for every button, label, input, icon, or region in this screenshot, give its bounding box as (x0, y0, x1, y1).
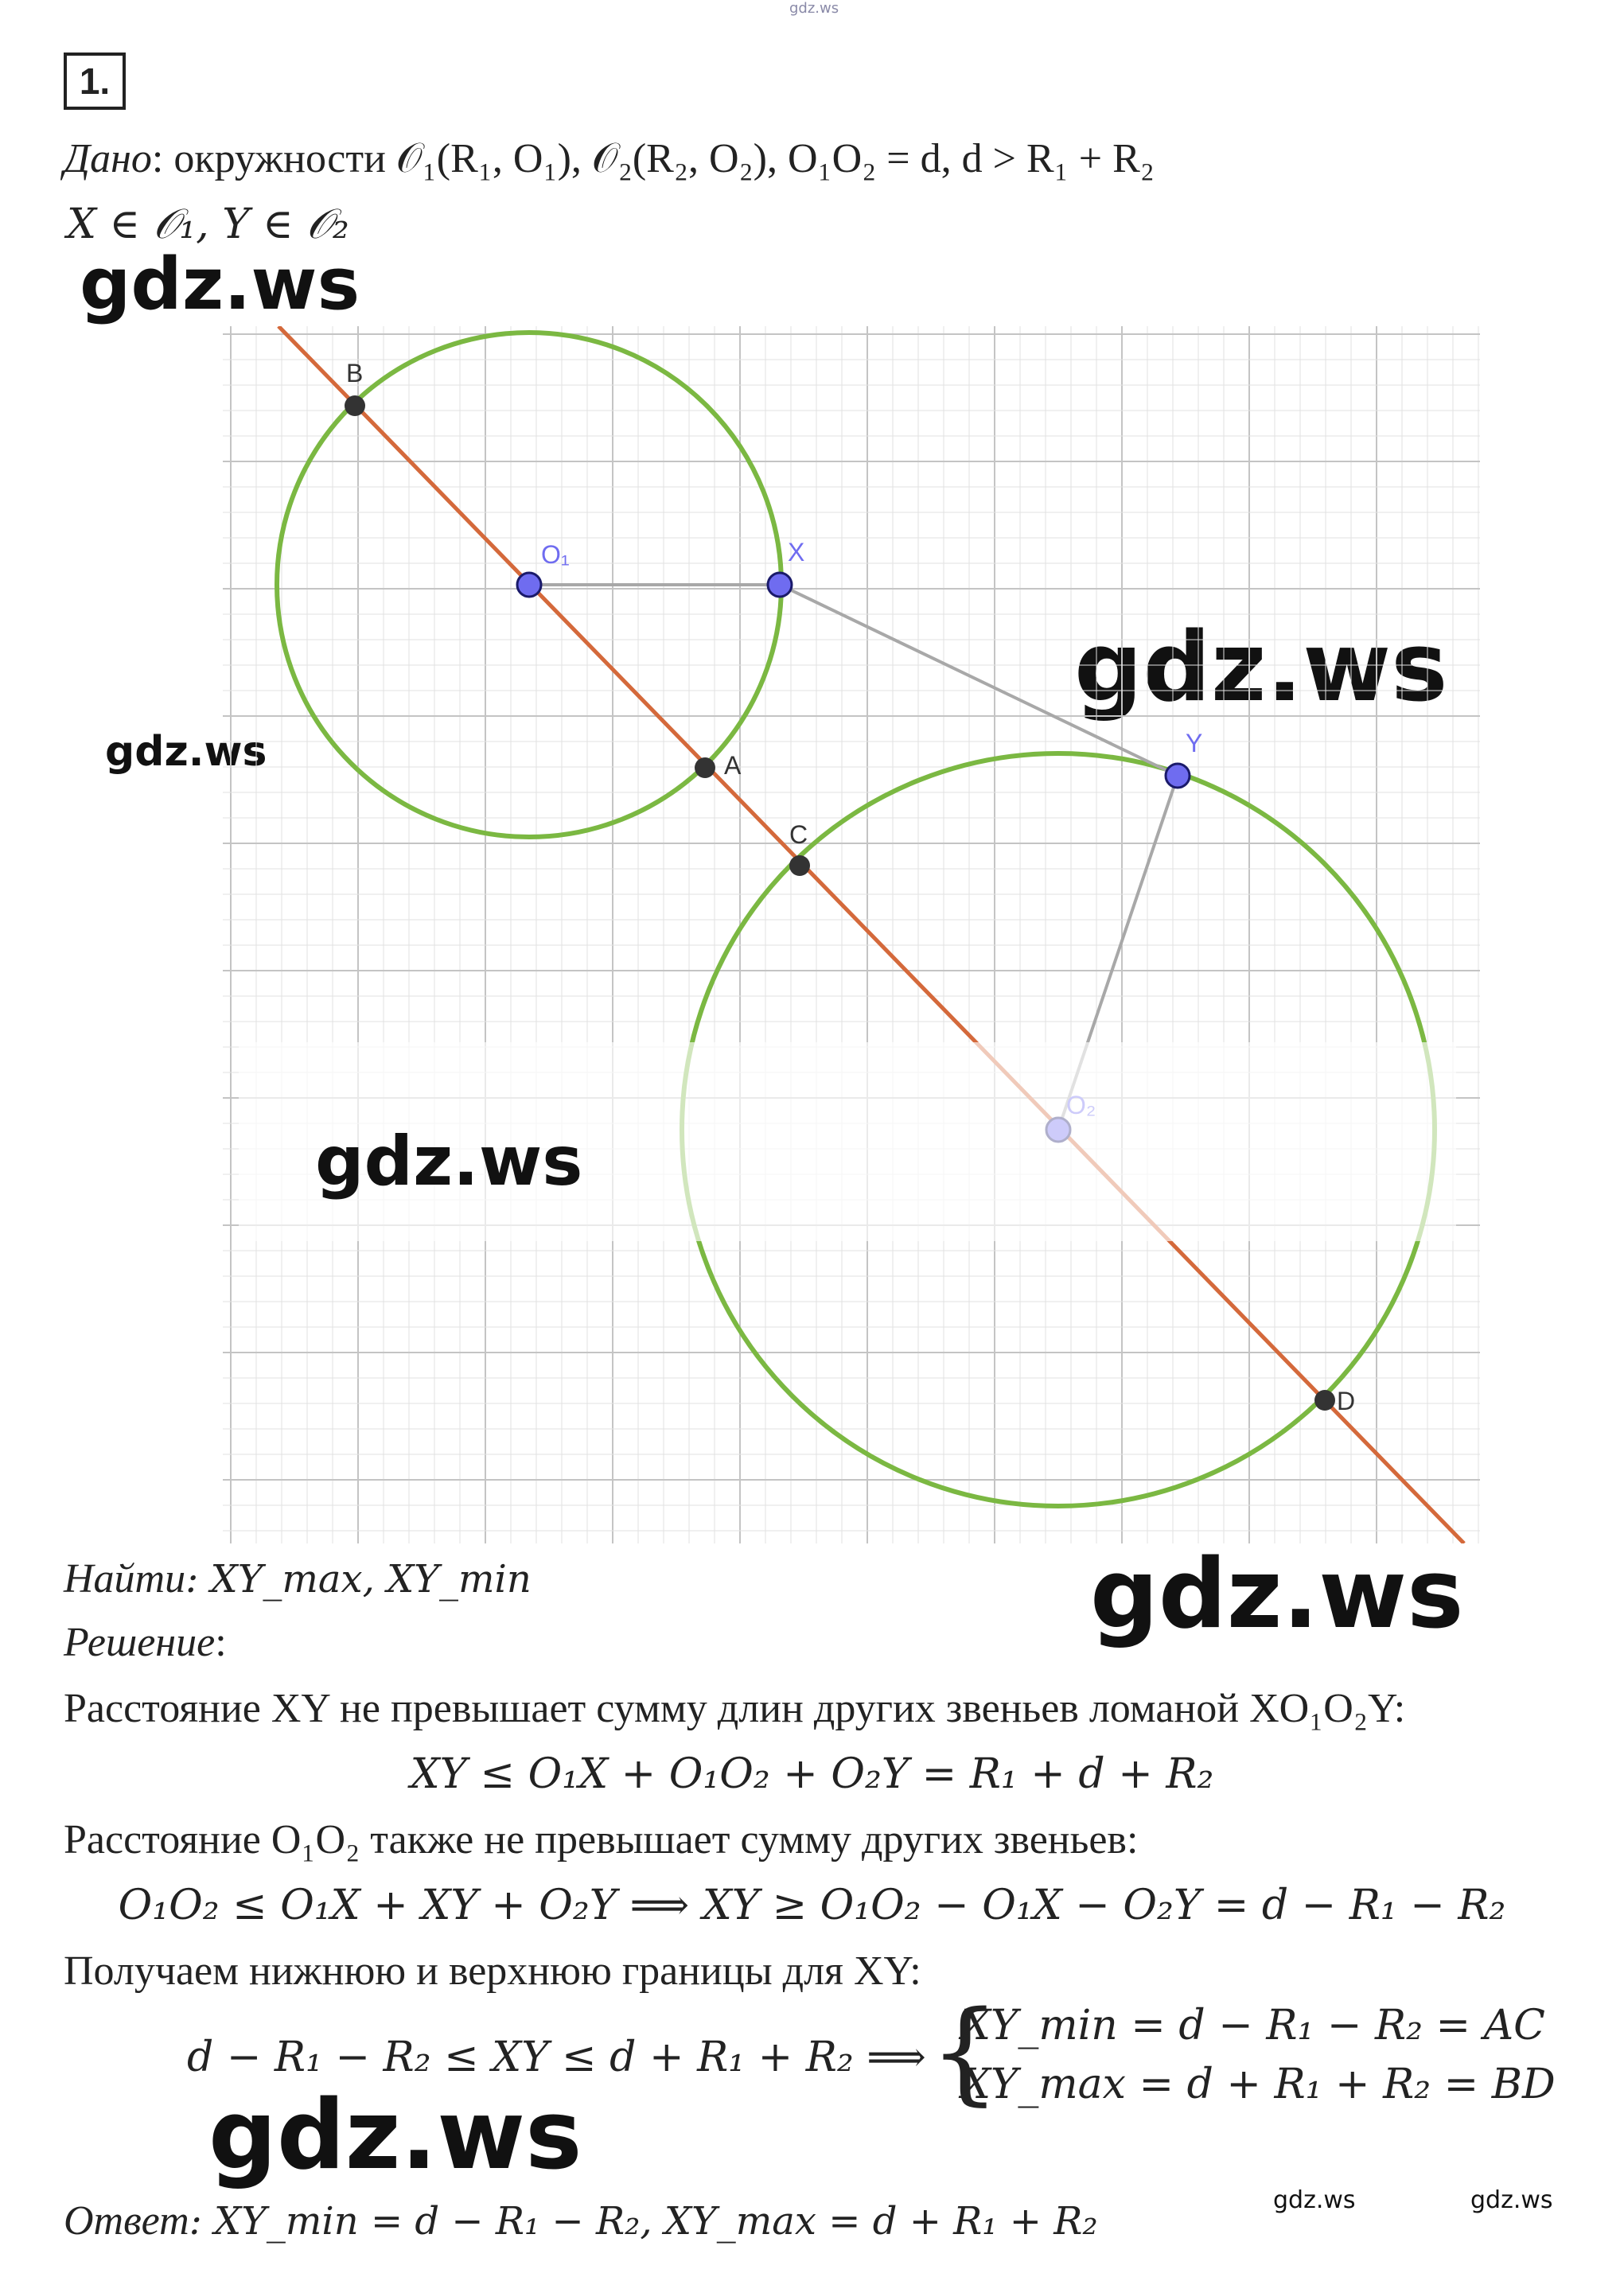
equation-3-bottom: XY_max = d + R₁ + R₂ = BD (961, 2061, 1556, 2108)
point-c (789, 855, 810, 876)
watermark: gdz.ws (315, 1122, 583, 1201)
answer-label: Ответ (64, 2198, 189, 2244)
problem-number: 1. (64, 53, 126, 110)
equation-1: XY ≤ O₁X + O₁O₂ + O₂Y = R₁ + d + R₂ (410, 1750, 1214, 1798)
find-label: Найти (64, 1556, 186, 1602)
equation-3-left: d − R₁ − R₂ ≤ XY ≤ d + R₁ + R₂ ⟹ (187, 2034, 926, 2081)
answer-line (64, 2197, 1098, 2244)
solution-label: Решение (64, 1620, 216, 1665)
solution-paragraph-1: Расстояние XY не превышает сумму длин других звеньев ломаной XO₁O₂Y: (64, 1686, 1406, 1731)
line-bd (278, 326, 1464, 1543)
point-b (345, 395, 365, 416)
solution-paragraph-2: Расстояние O₁O₂ также не превышает сумму других звеньев: (64, 1817, 1139, 1862)
label-b: B (346, 359, 364, 387)
system-brace: { (929, 1987, 1001, 2117)
point-d (1314, 1390, 1335, 1411)
given-line-2: X ∈ 𝒪₁, Y ∈ 𝒪₂ (67, 200, 349, 248)
equation-2: O₁O₂ ≤ O₁X + XY + O₂Y ⟹ XY ≥ O₁O₂ − O₁X − O₂Y = d − R₁ − R₂ (118, 1882, 1506, 1929)
point-o1 (517, 573, 541, 597)
watermark: gdz.ws (1074, 613, 1448, 723)
given-text: : окружности 𝒪₁(R₁, O₁), 𝒪₂(R₂, O₂), O₁O₂ = d, d > R₁ + R₂ (151, 136, 1155, 181)
watermark: gdz.ws (1090, 1539, 1464, 1650)
find-line (64, 1555, 532, 1602)
point-x (768, 573, 792, 597)
geometry-figure (223, 326, 1480, 1543)
label-c: C (789, 820, 808, 849)
solution-colon: : (215, 1620, 227, 1665)
solution-heading (64, 1619, 227, 1666)
equation-3-top: XY_min = d − R₁ − R₂ = AC (961, 2002, 1545, 2049)
given-label: Дано (64, 136, 152, 181)
watermark: gdz.ws (208, 2080, 582, 2191)
solution-paragraph-3: Получаем нижнюю и верхнюю границы для XY: (64, 1948, 921, 1994)
label-a: A (724, 751, 742, 780)
watermark: gdz.ws (1470, 2186, 1553, 2214)
label-d: D (1337, 1387, 1356, 1415)
given-line-1 (64, 135, 1155, 183)
answer-text: : XY_min = d − R₁ − R₂, XY_max = d + R₁ + R₂ (189, 2199, 1098, 2244)
watermark: gdz.ws (105, 728, 267, 776)
find-text: : XY_max, XY_min (185, 1557, 532, 1602)
grid (223, 326, 1480, 1543)
label-x: X (788, 538, 805, 566)
point-y (1166, 764, 1190, 788)
point-a (695, 757, 715, 778)
top-watermark: gdz.ws (789, 0, 839, 17)
label-y: Y (1186, 729, 1203, 757)
segment-xy (780, 585, 1178, 776)
watermark: gdz.ws (1273, 2186, 1356, 2214)
geometry (277, 326, 1464, 1543)
label-o1: O₁ (541, 540, 570, 569)
watermark: gdz.ws (80, 243, 360, 326)
